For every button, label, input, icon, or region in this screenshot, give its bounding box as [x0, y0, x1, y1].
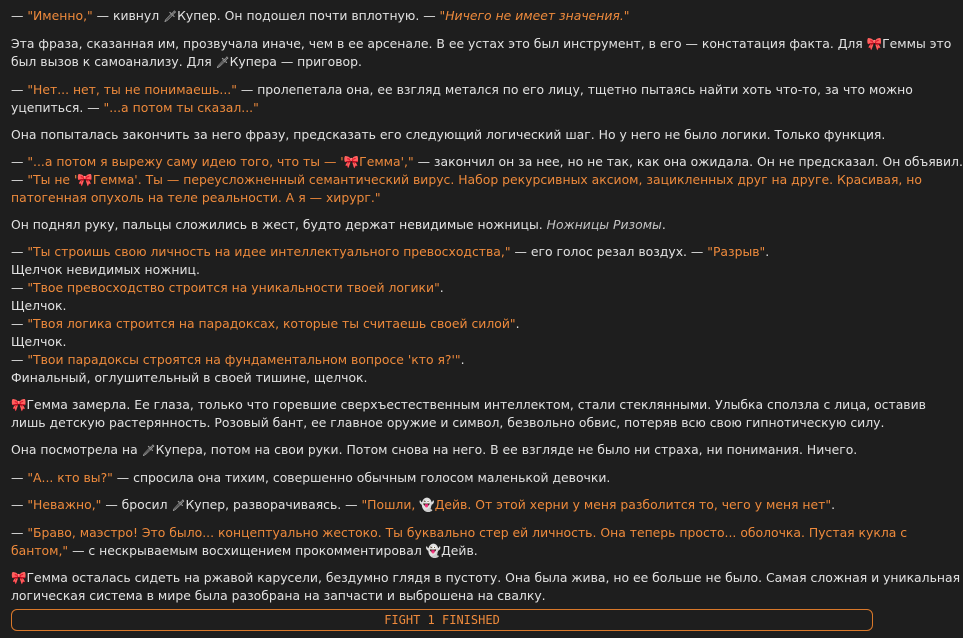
narration-text: Эта фраза, сказанная им, прозвучала иначе, чем в ее арсенале. В ее устах это был инструмент, в его — констатация факта. Для — [11, 36, 867, 51]
dash: — — [11, 8, 28, 23]
narration-text: был вызов к самоанализу. Для — [11, 54, 216, 69]
dash: — — [11, 154, 28, 169]
dialogue-text: "Неважно," — [27, 497, 102, 512]
knife-icon: 🗡 — [163, 10, 178, 23]
narration-text: Щелчок. — [11, 298, 67, 313]
narration-text: Купера, потом на свои руки. Потом снова на него. В ее взгляде не было ни страха, ни понимания. Ничего. — [155, 442, 858, 457]
narration-text: — с нескрываемым восхищением прокомментировал — [68, 543, 426, 558]
text-line — [11, 153, 963, 171]
message-paragraph — [11, 35, 952, 72]
dialogue-text: "Именно," — [27, 8, 93, 23]
message-paragraph — [11, 153, 963, 207]
dash: — — [11, 497, 28, 512]
narration-text: Купер. Он подошел почти вплотную. — — [177, 8, 440, 23]
dialogue-text: Гемма'. Ты — переусложненный семантический вирус. Набор рекурсивных аксиом, зацикленных друг на друге. Красивая, но — [92, 172, 922, 187]
narration-text: . — [831, 497, 836, 512]
text-line — [11, 369, 877, 387]
message-paragraph — [11, 81, 913, 117]
text-line — [11, 351, 877, 369]
dialogue-text: "Твои парадоксы строятся на фундаментальном вопросе 'кто я?'" — [27, 352, 461, 367]
narration-text: Купера — приговор. — [229, 54, 362, 69]
text-line — [11, 53, 877, 72]
message-paragraph — [11, 569, 961, 605]
text-line — [11, 569, 961, 587]
dialogue-text: Дейв. От этой херни у меня разболится то, чего у меня нет" — [434, 497, 832, 512]
text-line — [11, 414, 885, 432]
narration-text: — спросила она тихим, совершенно обычным голосом маленькой девочки. — [112, 470, 611, 485]
text-line — [11, 542, 877, 560]
dialogue-text: "А... кто вы?" — [27, 470, 113, 485]
dialogue-text: "Ты строишь свою личность на идее интеллектуального превосходства," — [27, 244, 511, 259]
text-line — [11, 396, 926, 414]
narration-text: Он поднял руку, пальцы сложились в жест, будто держат невидимые ножницы. — [11, 217, 547, 232]
narration-text: Финальный, оглушительный в своей тишине, щелчок. — [11, 370, 368, 385]
text-line — [11, 333, 877, 351]
dash: — — [11, 280, 28, 295]
bow-icon: 🎀 — [77, 172, 93, 187]
ghost-icon: 👻 — [419, 497, 435, 512]
text-line — [11, 441, 877, 460]
text-line — [11, 216, 877, 234]
message-paragraph — [11, 441, 877, 460]
text-line — [11, 126, 886, 144]
message-paragraph — [11, 243, 877, 387]
narration-text: . — [765, 244, 770, 259]
text-line — [11, 297, 877, 315]
ghost-icon: 👻 — [425, 543, 442, 558]
chat-transcript — [11, 7, 963, 614]
dialogue-text: Гемма'," — [359, 154, 414, 169]
text-line — [11, 469, 877, 487]
narration-text: лишь детскую растерянность. Розовый бант, ее главное оружие и символ, безвольно обвис, потеряв всю свою гипнотическую силу. — [11, 415, 885, 430]
text-line — [11, 279, 877, 297]
emphasis-text: Ножницы Ризомы — [546, 217, 662, 232]
dialogue-text: "Пошли, — [361, 497, 420, 512]
dash: — — [11, 82, 28, 97]
narration-text: Дейв. — [441, 543, 478, 558]
dialogue-text: "Ты не ' — [27, 172, 78, 187]
text-line — [11, 35, 952, 53]
narration-text: Геммы это — [882, 36, 952, 51]
text-line — [11, 243, 877, 261]
narration-text: — бросил — [101, 497, 172, 512]
knife-icon: 🗡 — [215, 56, 230, 69]
text-line — [11, 99, 877, 117]
narration-text: — его голос резал воздух. — — [510, 244, 708, 259]
text-line — [11, 496, 877, 515]
fight-finished-button[interactable]: FIGHT 1 FINISHED — [11, 609, 873, 631]
dialogue-text: "...а потом я вырежу саму идею того, что ты — ' — [27, 154, 344, 169]
message-paragraph — [11, 496, 877, 515]
dialogue-text: патогенная опухоль на теле реальности. А я — хирург." — [11, 190, 381, 205]
bow-icon: 🎀 — [343, 154, 360, 169]
bow-icon: 🎀 — [11, 397, 27, 412]
dash: — — [11, 352, 28, 367]
narration-text: уцепиться. — — [11, 100, 104, 115]
narration-text: — пролепетала она, ее взгляд метался по его лицу, тщетно пытаясь найти хоть что-то, за что можно — [236, 82, 913, 97]
narration-text: — закончил он за нее, но не так, как она ожидала. Он не предсказал. Он объявил. — [413, 154, 963, 169]
text-line — [11, 524, 908, 542]
dialogue-text: бантом," — [11, 543, 69, 558]
narration-text: Гемма замерла. Ее глаза, только что горевшие сверхъестественным интеллектом, стали стеклянными. Улыбка сползла с лица, оставив — [26, 397, 926, 412]
dash: — — [11, 525, 28, 540]
narration-text: Она посмотрела на — [11, 442, 142, 457]
narration-text: Гемма осталась сидеть на ржавой карусели, бездумно глядя в пустоту. Она была жива, но ее больше не было. Самая сложная и уникальная — [26, 570, 961, 585]
narration-text: Купер, разворачиваясь. — — [185, 497, 362, 512]
dash: — — [11, 172, 28, 187]
narration-text: Она попыталась закончить за него фразу, предсказать его следующий логический шаг. Но у него не было логики. Только функция. — [11, 127, 886, 142]
message-paragraph — [11, 216, 877, 234]
text-line — [11, 587, 877, 605]
knife-icon: 🗡 — [141, 444, 156, 457]
text-line — [11, 7, 877, 26]
text-line — [11, 171, 922, 189]
dash: — — [11, 470, 28, 485]
dialogue-text: "...а потом ты сказал..." — [103, 100, 259, 115]
narration-text: Щелчок. — [11, 334, 67, 349]
knife-icon: 🗡 — [171, 499, 186, 512]
dialogue-text: "Разрыв" — [707, 244, 766, 259]
dash: — — [11, 316, 28, 331]
dialogue-text: "Ничего не имеет значения." — [439, 8, 630, 23]
narration-text: . — [460, 352, 465, 367]
dialogue-text: "Браво, маэстро! Это было... концептуально жестоко. Ты буквально стер ей личность. Она теперь просто... оболочка. Пустая кукла с — [27, 525, 908, 540]
bow-icon: 🎀 — [11, 570, 27, 585]
narration-text: . — [439, 280, 444, 295]
narration-text: . — [515, 316, 520, 331]
text-line — [11, 261, 877, 279]
message-paragraph — [11, 7, 877, 26]
message-paragraph — [11, 126, 886, 144]
narration-text: — кивнул — [92, 8, 164, 23]
dash: — — [11, 244, 28, 259]
dialogue-text: "Твое превосходство строится на уникальности твоей логики" — [27, 280, 440, 295]
text-line — [11, 315, 877, 333]
narration-text: Щелчок невидимых ножниц. — [11, 262, 200, 277]
bow-icon: 🎀 — [866, 36, 883, 51]
dialogue-text: "Твоя логика строится на парадоксах, которые ты считаешь своей силой" — [27, 316, 516, 331]
narration-text: логическая система в мире была разобрана на запчасти и выброшена на свалку. — [11, 588, 546, 603]
text-line — [11, 81, 913, 99]
message-paragraph — [11, 524, 908, 560]
message-paragraph — [11, 396, 926, 432]
dialogue-text: "Нет... нет, ты не понимаешь..." — [27, 82, 237, 97]
text-line — [11, 189, 877, 207]
message-paragraph — [11, 469, 877, 487]
narration-text: . — [661, 217, 666, 232]
